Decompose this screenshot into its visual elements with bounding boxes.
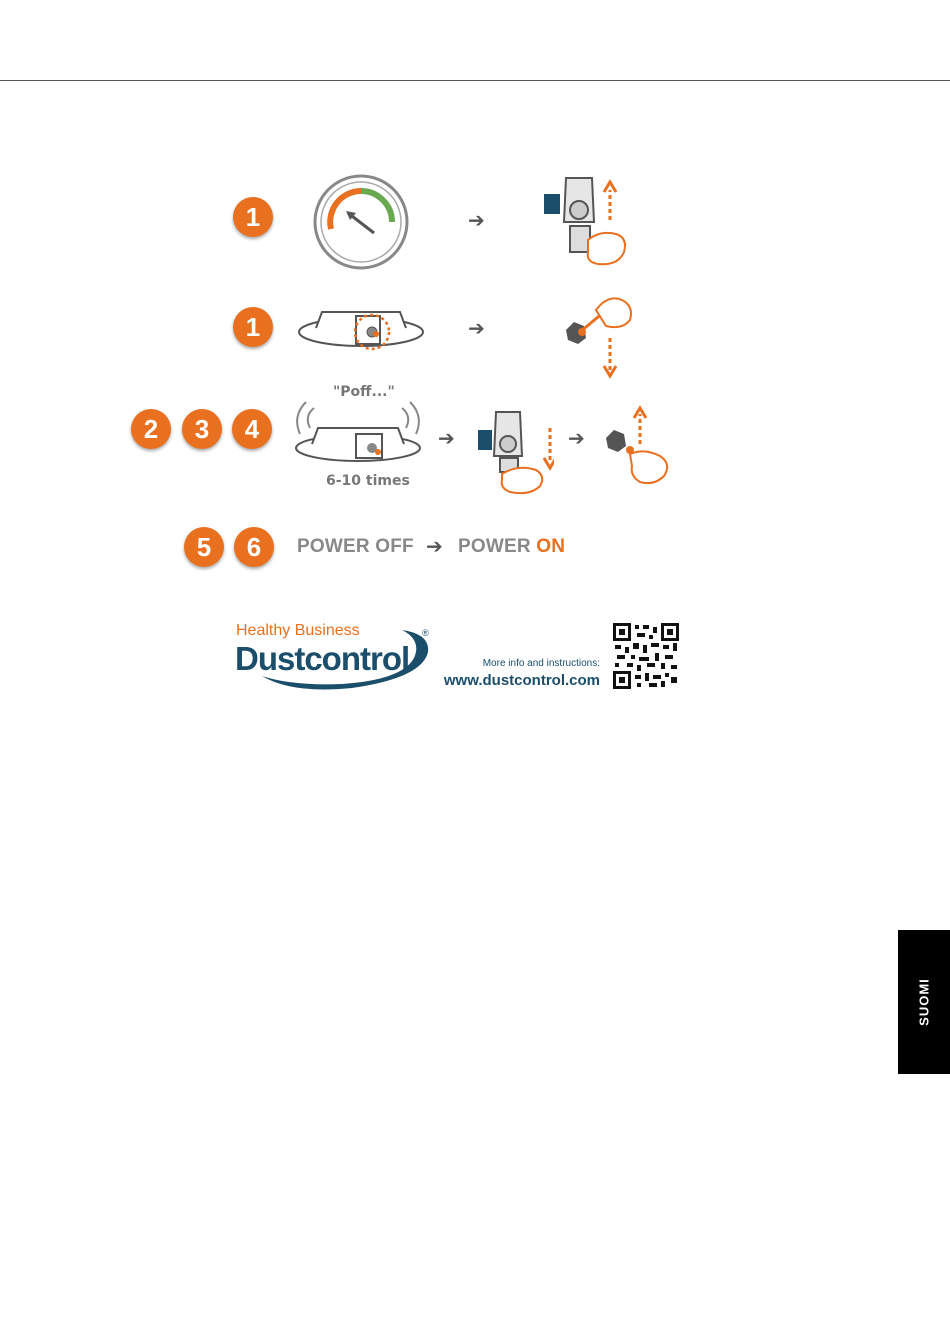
website-link[interactable]: www.dustcontrol.com xyxy=(443,672,600,689)
brand-tagline: Healthy Business xyxy=(236,622,360,639)
shake-lid-icon xyxy=(288,394,428,466)
info-label: More info and instructions: xyxy=(482,658,600,669)
power-off-label: POWER OFF xyxy=(297,536,414,557)
bag-lift-icon xyxy=(540,172,635,272)
step-badge-1b: 1 xyxy=(233,307,273,347)
step-arrow: ➔ xyxy=(468,316,485,340)
pressure-gauge-icon xyxy=(312,173,410,271)
qr-code-icon xyxy=(613,623,679,689)
step-badge-4: 4 xyxy=(232,409,272,449)
lid-valve-icon xyxy=(296,298,426,356)
registered-mark: ® xyxy=(422,628,429,638)
step-badge-3: 3 xyxy=(182,409,222,449)
brand-logo: Dustcontrol xyxy=(235,640,410,677)
power-on-prefix: POWER xyxy=(458,536,537,557)
step-arrow: ➔ xyxy=(438,426,455,450)
step-badge-1: 1 xyxy=(233,197,273,237)
repeat-caption: 6-10 times xyxy=(326,473,410,489)
poff-caption: "Poff..." xyxy=(333,384,395,400)
valve-press-icon xyxy=(560,292,640,380)
step-arrow: ➔ xyxy=(568,426,585,450)
step-badge-6: 6 xyxy=(234,527,274,567)
header-rule xyxy=(0,80,950,81)
language-tab xyxy=(898,930,950,1074)
step-arrow: ➔ xyxy=(468,208,485,232)
step-badge-2: 2 xyxy=(131,409,171,449)
valve-release-icon xyxy=(600,404,675,488)
power-on-label xyxy=(458,536,565,558)
step-badge-5: 5 xyxy=(184,527,224,567)
power-arrow: ➔ xyxy=(426,534,443,558)
bag-lower-icon xyxy=(474,406,554,496)
power-on-word: ON xyxy=(536,536,566,557)
language-tab-label: SUOMI xyxy=(916,978,932,1026)
